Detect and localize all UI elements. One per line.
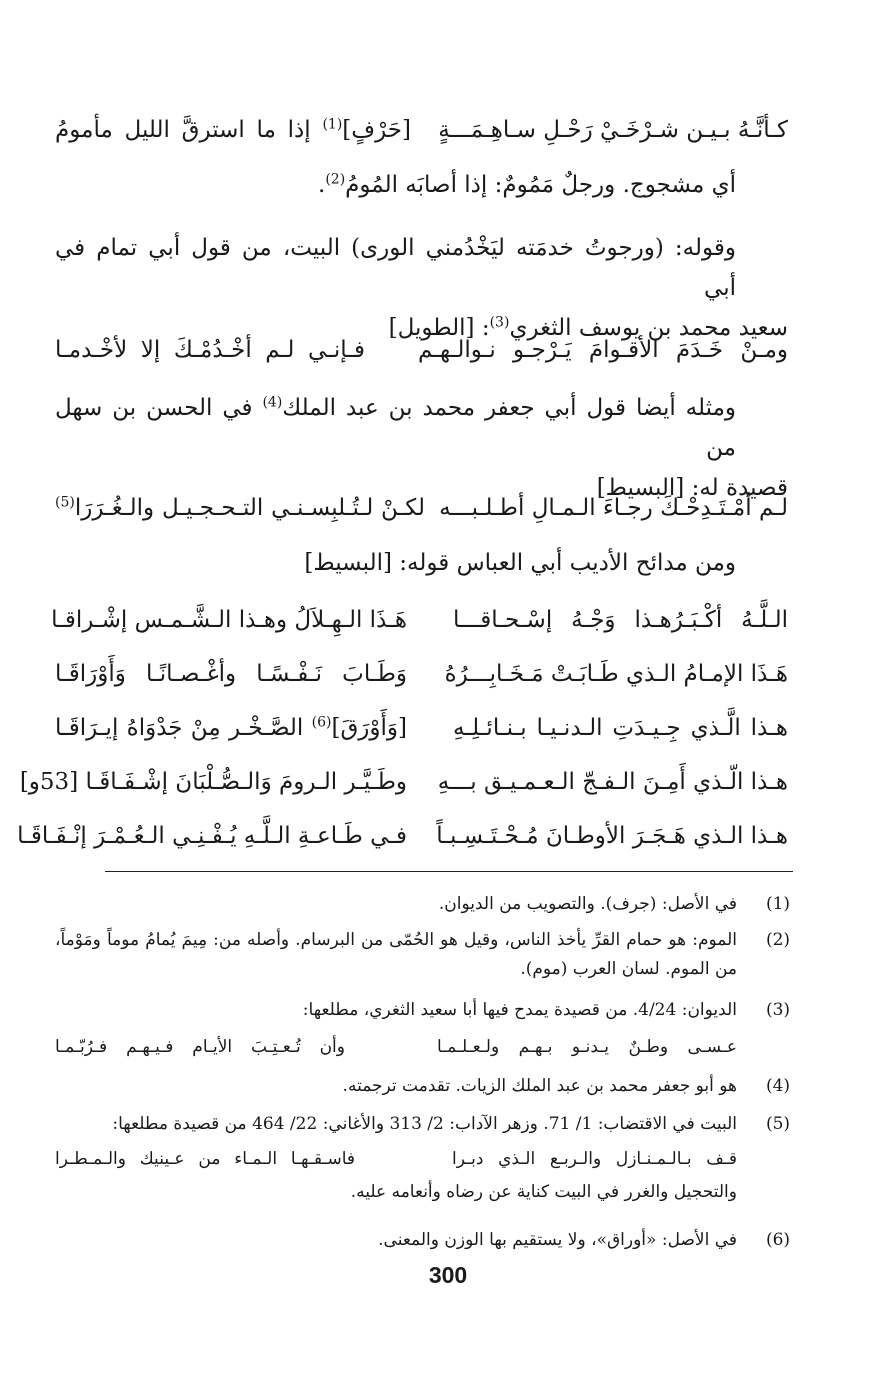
footnote-text: في الأصل: «أوراق»، ولا يستقيم بها الوزن والمعنى. — [378, 1230, 737, 1250]
footnote-number: (5) — [765, 1114, 791, 1134]
verse-hemistich-first: هَـذَا الإمـامُ الـذي طَـابَـتْ مَـخَـابِـــرُهُ — [444, 661, 788, 687]
verse-hemistich-second: فـإنـي لـم أخْـدُمْـكَ إلا لأخْـدمـا — [55, 337, 365, 363]
footnote-text: هو أبو جعفر محمد بن عبد الملك الزيات. تقدمت ترجمته. — [342, 1076, 737, 1096]
prose-paragraph: ومثله أيضا قول أبي جعفر محمد بن عبد الملك$^{(4)}$ في الحسن بن سهل من قصيدة له: [البسيط] — [55, 394, 788, 501]
footnote-text: الموم: هو حمام القرِّ يأخذ الناس، وقيل هو الحُمّى من البرسام. وأصله من: مِيمَ يُمامُ موماً ومَوْماً، من الموم. لسان العرب (موم). — [55, 930, 737, 979]
verse-hemistich-first: هـذا الـذي هَـجَـرَ الأوطـانَ مُـحْـتَـسِـبـاً — [436, 823, 788, 849]
prose-line: ومن مدائح الأديب أبي العباس قوله: [البسيط] — [304, 550, 736, 576]
footnote-number: (6) — [765, 1230, 791, 1250]
footnote — [55, 926, 793, 984]
footnote — [55, 1072, 793, 1101]
footnote — [55, 1226, 793, 1255]
verse-hemistich-second: [وَأَوْرَقَ]$^{(6)}$ الصَّـخْـر مِنْ جَدْوَاهُ إيـرَاقَـا — [55, 714, 407, 741]
verse-line — [19, 762, 788, 802]
verse-line — [55, 708, 788, 748]
verse-hemistich-first: ومـنْ خَـدَمَ الأقـوامَ يَـرْجـو نـوالـهـم — [418, 337, 788, 363]
footnote-verse: عـسـى وطـنٌ يـدنـو بـهـم ولـعـلـمـا وأن تُـعـتِـبَ الأيـام فـيـهـم فـرُبّـمـا — [55, 1037, 737, 1057]
verse-hemistich-first: الـلَّـهُ أكْـبَـرُهـذا وَجْـهُ إسْـحـاقـــا — [453, 607, 788, 633]
verse-hemistich-first: هـذا الَّـذي جِـيـدَتِ الـدنـيـا بـنـائـلِـهِ — [453, 715, 788, 741]
footnote-number: (3) — [765, 1000, 791, 1020]
verse-line — [55, 488, 788, 528]
page-number: 300 — [428, 1262, 468, 1288]
verse-hemistich-second: [حَرْفٍ]$^{(1)}$ إذا ما استرقَّ الليل مأمومُ — [55, 116, 411, 143]
footnote-number: (4) — [765, 1076, 791, 1096]
footnote-text: الديوان: 4/24. من قصيدة يمدح فيها أبا سعيد الثغري، مطلعها: عـسـى وطـنٌ يـدنـو بـهـم ولـعـلـمـا وأن تُـعـتِـبَ الأيـام فـيـهـم فـرُبّـمـا — [55, 996, 737, 1062]
prose-line: أي مشجوج. ورجلٌ مَمُومٌ: إذا أصابَه المُومُ$^{(2)}$. — [318, 171, 736, 198]
verse-hemistich-second: فـي طَـاعـةِ الـلَّـهِ يُـفْـنِـي الـعُـمْـرَ إنْـفَـاقَـا — [17, 823, 407, 849]
footnote — [55, 890, 793, 919]
footnote-number: (1) — [765, 894, 791, 914]
footnote-verse: قـف بـالـمـنـازل والـربـع الـذي دبـرا فاسـقـهـا الـمـاء من عـينيك والـمـطـرا — [55, 1149, 737, 1169]
footnote — [55, 1110, 793, 1207]
footnote-text: البيت في الاقتضاب: 1/ 71. وزهر الآداب: 2/ 313 والأغاني: 22/ 464 من قصيدة مطلعها: قـف بـالـمـنـازل والـربـع الـذي دبـرا فاسـقـهـا الـمـاء من عـينيك والـمـطـرا والتحجيل والغرر في البيت كناية عن رضاه وأنعامه عليه. — [55, 1114, 737, 1202]
verse-line — [55, 110, 788, 150]
verse-line — [17, 816, 788, 856]
footnote-number: (2) — [765, 930, 791, 950]
prose-paragraph: وقوله: (ورجوتُ خدمَته ليَخْدُمني الورى) البيت، من قول أبي تمام في أبي سعيد محمد بن يوسف الثغري$^{(3)}$: [الطويل] — [55, 235, 788, 341]
verse-hemistich-first: كـأنَّـهُ بـيـن شـرْخَـيْ رَحْـلِ سـاهِـمَـــةٍ — [438, 117, 788, 143]
verse-hemistich-second: وطَـيَّـر الـرومَ وَالـصُّـلْبَانَ إشْـفَـاقَـا [53و] — [19, 769, 407, 795]
verse-hemistich-second: وَطَـابَ نَـفْـسًـا وأغْـصـانًـا وَأَوْرَاقَـا — [55, 661, 407, 687]
footnote-text: في الأصل: (جرف). والتصويب من الديوان. — [438, 894, 737, 914]
verse-hemistich-second: هَـذَا الـهِـلاَلُ وهـذا الـشَّـمـس إشْـراقـا — [51, 607, 407, 633]
footnote-separator — [105, 871, 793, 872]
verse-line — [55, 654, 788, 694]
verse-line — [51, 600, 788, 640]
verse-hemistich-first: لـم أمْـتَـدِحْـكَ رجـاءَ الـمـالِ أطـلـبـــه — [439, 495, 788, 521]
verse-hemistich-first: هـذا الّـذي أَمِـنَ الـفـجّ الـعـمـيـق بـــهِ — [437, 769, 788, 795]
footnote — [55, 996, 793, 1062]
verse-hemistich-second: لكـنْ لـتُـلبِسـنـي التـحـجـيـل والـغُـرَرَا$^{(5)}$ — [55, 494, 425, 521]
verse-line — [55, 330, 788, 370]
